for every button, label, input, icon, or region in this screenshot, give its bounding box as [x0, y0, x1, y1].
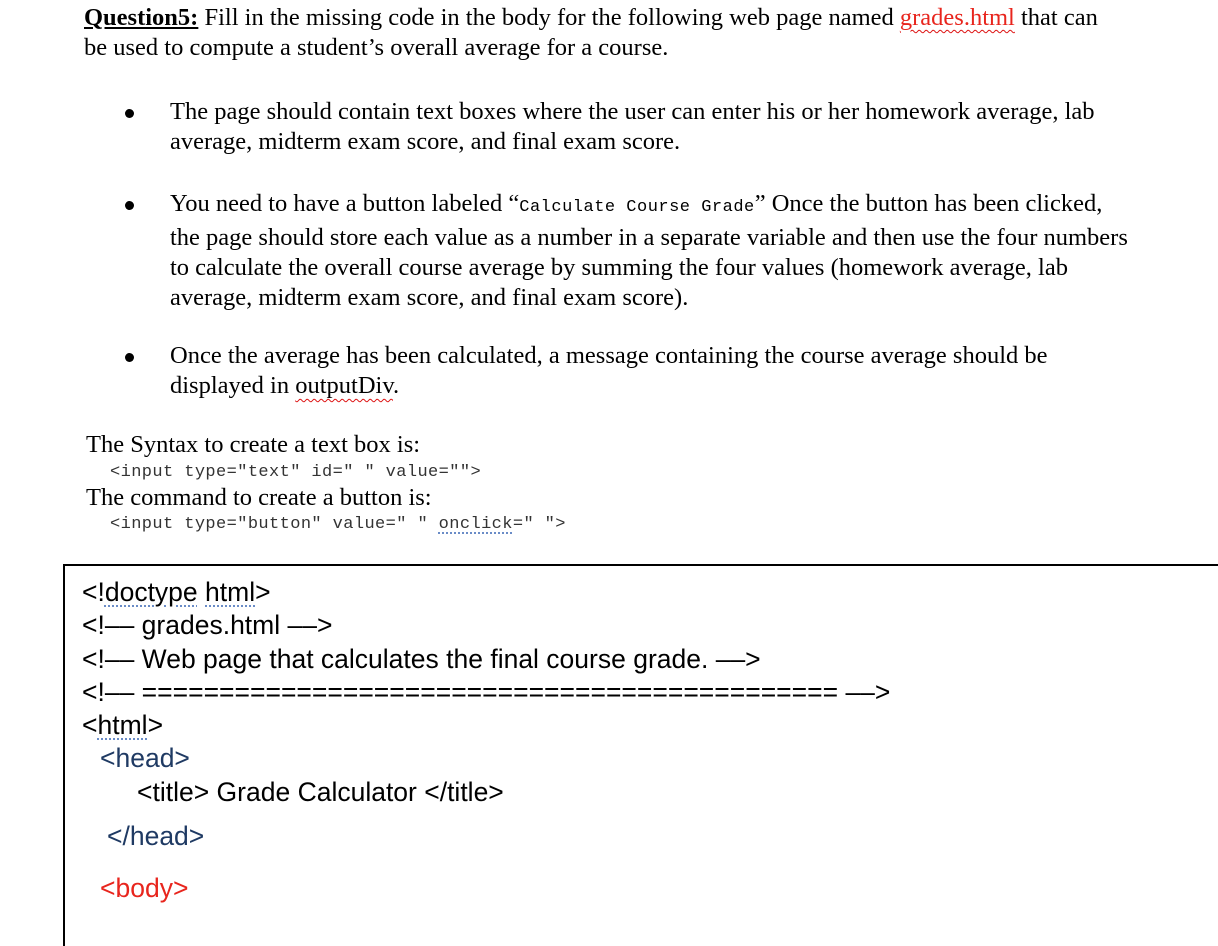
button-code-pre: <input type="button" value=" " — [110, 515, 439, 534]
doctype-line — [82, 576, 271, 608]
button-syntax-code — [110, 514, 566, 536]
question-line-2: be used to compute a student’s overall average for a course. — [84, 34, 669, 61]
bullet-2-line-1 — [170, 189, 1200, 223]
question-line-1 — [84, 3, 1194, 33]
title-line: <title> Grade Calculator </title> — [137, 777, 504, 807]
head-close-tag: </head> — [107, 821, 205, 851]
bullet-2-line-3: to calculate the overall course average by summing the four values (homework average, lab — [170, 254, 1068, 281]
bullet-3-line-1: Once the average has been calculated, a message containing the course average should be — [170, 342, 1048, 369]
bullet-textboxes — [170, 97, 1200, 157]
doctype-space — [198, 577, 205, 607]
doctype-close: > — [255, 577, 271, 607]
doctype-html-word: html — [205, 577, 256, 607]
bullet-2-pre: You need to have a button labeled “ — [170, 190, 520, 217]
comment-filename: <!–– grades.html ––> — [82, 610, 333, 640]
html-close-bracket: > — [147, 710, 164, 740]
question-label: Question5: — [84, 4, 199, 31]
bullet-3-line-2 — [170, 371, 1200, 401]
file-name: grades.html — [899, 4, 1015, 31]
bullet-3-pre: displayed in — [170, 372, 296, 399]
bullet-3-post: . — [393, 372, 400, 399]
doctype-open: <! — [82, 577, 105, 607]
question-intro: Fill in the missing code in the body for the following web page named — [198, 4, 900, 31]
bullet-output — [170, 341, 1200, 401]
bullet-2-line-4: average, midterm exam score, and final exam score). — [170, 284, 689, 311]
bullet-1-line-2: average, midterm exam score, and final exam score. — [170, 128, 681, 155]
html-word: html — [97, 710, 148, 740]
question-intro-end: that can — [1014, 4, 1098, 31]
textbox-syntax-code: <input type="text" id=" " value=""> — [110, 463, 482, 482]
body-open-tag: <body> — [100, 873, 189, 903]
bullet-2-post: ” Once the button has been clicked, — [754, 190, 1103, 217]
output-div-name: outputDiv — [295, 372, 393, 399]
bullet-dot-icon — [125, 353, 134, 362]
button-syntax-label: The command to create a button is: — [86, 484, 432, 511]
button-label-code: Calculate Course Grade — [519, 198, 755, 217]
html-open-tag — [82, 709, 163, 741]
bullet-button — [170, 189, 1200, 313]
textbox-syntax-label: The Syntax to create a text box is: — [86, 431, 421, 458]
bullet-dot-icon — [125, 201, 134, 210]
comment-separator: <!–– ============================================= ––> — [82, 677, 891, 707]
button-code-post: =" "> — [512, 515, 566, 534]
bullet-1-line-1: The page should contain text boxes where the user can enter his or her homework average, lab — [170, 98, 1095, 125]
bullet-2-line-2: the page should store each value as a number in a separate variable and then use the four numbers — [170, 224, 1128, 251]
html-open-bracket: < — [82, 710, 98, 740]
head-open-tag: <head> — [100, 743, 190, 773]
onclick-keyword: onclick — [438, 515, 513, 534]
bullet-dot-icon — [125, 109, 134, 118]
comment-description: <!–– Web page that calculates the final course grade. ––> — [82, 644, 761, 674]
question-header — [84, 3, 1194, 63]
doctype-word: doctype — [104, 577, 198, 607]
